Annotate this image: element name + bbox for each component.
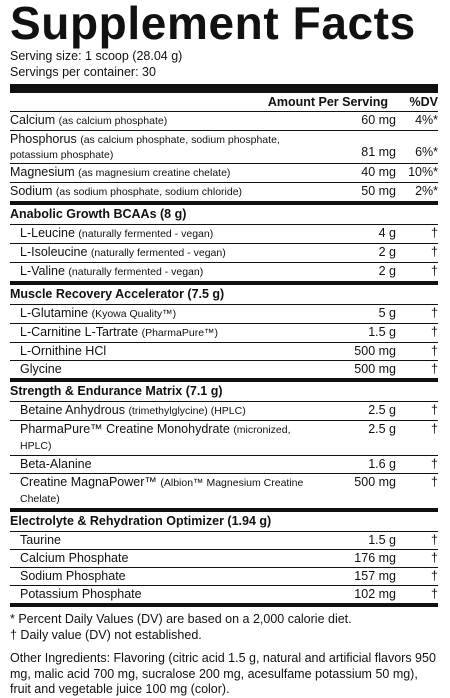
section-strength <box>10 382 438 508</box>
section-title: Anabolic Growth BCAAs (8 g) <box>10 207 187 221</box>
other-ingredients: Other Ingredients: Flavoring (citric acid 1.5 g, natural and artificial flavors 950 mg, malic acid 700 mg, sucralose 200 mg, acesulfame potassium 50 mg), fruit and vegetable juice 100 mg (color). <box>10 651 436 696</box>
nutrient-name: Phosphorus <box>10 132 77 146</box>
ingredient-name: Creatine MagnaPower™ <box>20 475 157 489</box>
thick-divider <box>10 84 438 93</box>
ingredient-note: (Albion™ Magnesium Creatine Chelate) <box>20 477 304 505</box>
nutrient-note: (as sodium phosphate, sodium chloride) <box>55 186 243 198</box>
ingredient-name: L-Valine <box>20 264 65 278</box>
ingredient-name: L-Isoleucine <box>20 245 88 259</box>
nutrient-row-calcium <box>10 111 438 130</box>
ingredient-dv: † <box>431 533 438 547</box>
ingredient-dv: † <box>431 226 438 240</box>
dv-not-established-footnote: † Daily value (DV) not established. <box>10 628 202 642</box>
percent-dv-footnote: * Percent Daily Values (DV) are based on a 2,000 calorie diet. <box>10 612 352 626</box>
ingredient-amount: 500 mg <box>354 475 396 489</box>
ingredient-name: Beta-Alanine <box>20 457 92 471</box>
ingredient-dv: † <box>431 569 438 583</box>
amount-per-serving-header: Amount Per Serving <box>267 95 388 109</box>
ingredient-row <box>10 585 438 603</box>
column-header <box>10 93 438 111</box>
ingredient-row <box>10 567 438 585</box>
ingredient-name: Sodium Phosphate <box>20 569 126 583</box>
ingredient-name: L-Carnitine L-Tartrate <box>20 325 139 339</box>
ingredient-amount: 4 g <box>378 226 396 240</box>
ingredient-amount: 2 g <box>378 264 396 278</box>
nutrient-dv: 2%* <box>415 184 438 198</box>
nutrient-amount: 60 mg <box>361 113 396 127</box>
ingredient-note: (naturally fermented - vegan) <box>90 247 226 259</box>
ingredient-row <box>10 401 438 420</box>
nutrient-row-phosphorus <box>10 130 438 163</box>
nutrient-name: Magnesium <box>10 165 75 179</box>
ingredient-dv: † <box>431 551 438 565</box>
ingredient-dv: † <box>431 587 438 601</box>
ingredient-row <box>10 243 438 262</box>
ingredient-dv: † <box>431 362 438 376</box>
ingredient-dv: † <box>431 475 438 489</box>
ingredient-note: (PharmaPure™) <box>141 327 219 339</box>
ingredient-dv: † <box>431 422 438 436</box>
ingredient-dv: † <box>431 245 438 259</box>
ingredient-name: Calcium Phosphate <box>20 551 129 565</box>
minerals-list <box>10 111 438 201</box>
ingredient-name: PharmaPure™ Creatine Monohydrate <box>20 422 230 436</box>
ingredient-amount: 1.5 g <box>368 533 396 547</box>
ingredient-dv: † <box>431 306 438 320</box>
ingredient-dv: † <box>431 457 438 471</box>
ingredient-row <box>10 323 438 342</box>
ingredient-amount: 1.5 g <box>368 325 396 339</box>
ingredient-note: (Kyowa Quality™) <box>91 308 177 320</box>
ingredient-name: Glycine <box>20 362 62 376</box>
ingredient-amount: 2 g <box>378 245 396 259</box>
nutrient-name: Calcium <box>10 113 56 127</box>
serving-size: Serving size: 1 scoop (28.04 g) <box>10 49 183 63</box>
ingredient-amount: 2.5 g <box>368 422 396 436</box>
ingredient-amount: 176 mg <box>354 551 396 565</box>
ingredient-dv: † <box>431 325 438 339</box>
ingredient-dv: † <box>431 344 438 358</box>
nutrient-amount: 50 mg <box>361 184 396 198</box>
ingredient-dv: † <box>431 403 438 417</box>
ingredient-row <box>10 224 438 243</box>
nutrient-dv: 10%* <box>408 165 438 179</box>
ingredient-row <box>10 360 438 378</box>
ingredient-amount: 102 mg <box>354 587 396 601</box>
section-recovery <box>10 285 438 378</box>
ingredient-note: (micronized, HPLC) <box>20 424 291 452</box>
ingredient-row <box>10 420 438 455</box>
ingredient-row <box>10 455 438 473</box>
ingredient-row <box>10 473 438 508</box>
ingredient-note: (naturally fermented - vegan) <box>68 266 204 278</box>
ingredient-name: L-Glutamine <box>20 306 89 320</box>
section-title: Muscle Recovery Accelerator (7.5 g) <box>10 287 225 301</box>
ingredient-row <box>10 531 438 549</box>
ingredient-amount: 157 mg <box>354 569 396 583</box>
section-title: Electrolyte & Rehydration Optimizer (1.94 g) <box>10 514 272 528</box>
ingredient-row <box>10 549 438 567</box>
nutrient-amount: 81 mg <box>361 145 396 159</box>
ingredient-dv: † <box>431 264 438 278</box>
ingredient-amount: 1.6 g <box>368 457 396 471</box>
nutrient-amount: 40 mg <box>361 165 396 179</box>
panel-title: Supplement Facts <box>10 0 416 49</box>
ingredient-amount: 500 mg <box>354 362 396 376</box>
servings-per-container: Servings per container: 30 <box>10 65 156 79</box>
nutrient-name: Sodium <box>10 184 53 198</box>
ingredient-row <box>10 342 438 360</box>
nutrient-row-magnesium <box>10 163 438 182</box>
nutrient-note: (as calcium phosphate) <box>58 115 168 127</box>
ingredient-amount: 2.5 g <box>368 403 396 417</box>
ingredient-note: (naturally fermented - vegan) <box>78 228 214 240</box>
nutrient-row-sodium <box>10 182 438 201</box>
ingredient-name: Betaine Anhydrous <box>20 403 125 417</box>
section-electrolyte <box>10 512 438 603</box>
nutrient-note: (as magnesium creatine chelate) <box>78 167 231 179</box>
ingredient-amount: 500 mg <box>354 344 396 358</box>
ingredient-row <box>10 262 438 281</box>
ingredient-row <box>10 304 438 323</box>
footnotes <box>10 607 438 698</box>
section-title: Strength & Endurance Matrix (7.1 g) <box>10 384 223 398</box>
ingredient-amount: 5 g <box>378 306 396 320</box>
ingredient-name: Taurine <box>20 533 61 547</box>
ingredient-name: L-Ornithine HCl <box>20 344 107 358</box>
ingredient-name: Potassium Phosphate <box>20 587 142 601</box>
ingredient-note: (trimethylglycine) (HPLC) <box>128 405 246 417</box>
nutrient-note: (as calcium phosphate, sodium phosphate, potassium phosphate) <box>10 134 280 161</box>
section-bcaas <box>10 205 438 281</box>
ingredient-name: L-Leucine <box>20 226 75 240</box>
nutrient-dv: 6%* <box>415 145 438 159</box>
nutrient-dv: 4%* <box>415 113 438 127</box>
dv-header: %DV <box>409 95 438 109</box>
